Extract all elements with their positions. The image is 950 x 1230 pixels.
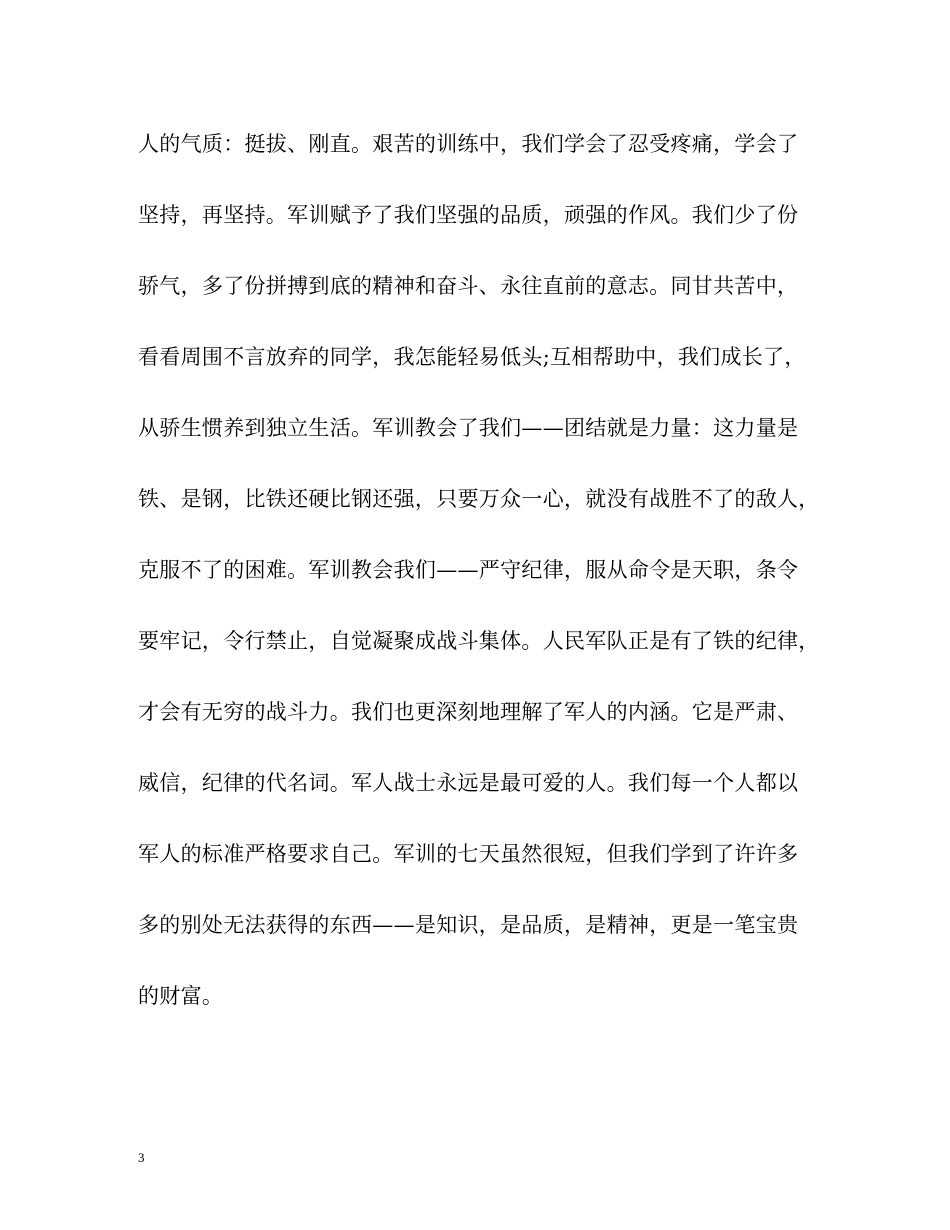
page-number: 3	[138, 1150, 145, 1165]
text-line: 铁、是钢，比铁还硬比钢还强，只要万众一心，就没有战胜不了的敌人，	[138, 487, 820, 511]
text-line: 多的别处无法获得的东西——是知识，是品质，是精神，更是一笔宝贵	[138, 913, 799, 937]
text-line: 军人的标准严格要求自己。军训的七天虽然很短，但我们学到了许许多	[138, 842, 799, 866]
text-line: 坚持，再坚持。军训赋予了我们坚强的品质，顽强的作风。我们少了份	[138, 203, 799, 227]
text-line: 人的气质：挺拔、刚直。艰苦的训练中，我们学会了忍受疼痛，学会了	[138, 132, 799, 156]
text-line: 要牢记，令行禁止，自觉凝聚成战斗集体。人民军队正是有了铁的纪律，	[138, 629, 820, 653]
text-line: 的财富。	[138, 984, 224, 1008]
text-line: 从骄生惯养到独立生活。军训教会了我们——团结就是力量：这力量是	[138, 416, 799, 440]
text-line: 克服不了的困难。军训教会我们——严守纪律，服从命令是天职，条令	[138, 558, 799, 582]
text-line: 骄气，多了份拼搏到底的精神和奋斗、永往直前的意志。同甘共苦中，	[138, 274, 799, 298]
text-line: 才会有无穷的战斗力。我们也更深刻地理解了军人的内涵。它是严肃、	[138, 700, 799, 724]
text-line: 看看周围不言放弃的同学，我怎能轻易低头;互相帮助中，我们成长了，	[138, 345, 806, 369]
text-line: 威信，纪律的代名词。军人战士永远是最可爱的人。我们每一个人都以	[138, 771, 799, 795]
